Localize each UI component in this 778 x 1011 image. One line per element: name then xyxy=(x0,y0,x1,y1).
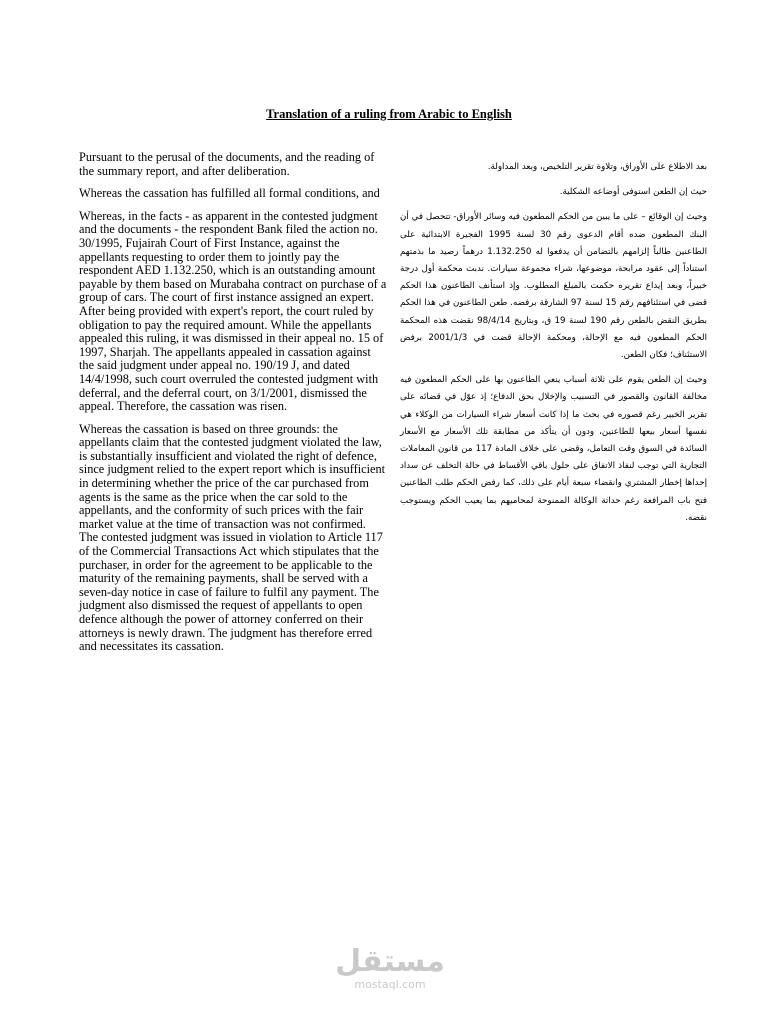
english-paragraph-3: Whereas, in the facts - as apparent in the contested judgment and the documents - the respondent Bank filed the action no. 30/1995, Fujairah Court of First Instance, against the appellants requesting to order them to jointly pay the respondent AED 1.132.250, which is an outstanding amount payable by them based on Murabaha contract on purchase of a group of cars. The court of first instance assigned an expert. After being provided with expert's report, the court ruled by obligation to pay the required amount. While the appellants appealed this ruling, it was dismissed in their appeal no. 15 of 1997, Sharjah. The appellants appealed in cassation against the said judgment under appeal no. 190/19 J, and dated 14/4/1998, such court overruled the contested judgment with deferral, and the deferral court, on 3/1/2001, dismissed the appeal. Therefore, the cassation was risen. xyxy=(79,208,387,414)
english-column xyxy=(79,151,387,663)
arabic-paragraph-3: وحيث إن الوقائع – على ما يبين من الحكم المطعون فيه وسائر الأوراق- تتحصل في أن البنك المطعون ضده أقام الدعوى رقم 30 لسنة 1995 الفجيرة الابتدائية على الطاعنين طالباً إلزامهم بالتضامن أن يدفعوا له 1.132.250 درهماً رصيد ما بذمتهم استناداً إلى عقود مرابحة، موضوعها، شراء مجموعة سيارات. ندبت محكمة أول درجة خبيراً، وبعد إيداع تقريره حكمت بالمبلغ المطلوب. وإذ استأنف الطاعنون هذا الحكم قضى في استئنافهم رقم 15 لسنة 97 الشارقة برفضه. طعن الطاعنون في هذا الحكم بطريق النقض بالطعن رقم 190 لسنة 19 ق، وبتاريخ 98/4/14 نقضت هذه المحكمة الحكم المطعون فيه مع الإحالة، ومحكمة الإحالة قضت في 2001/1/3 برفض الاستئناف؛ فكان الطعن. xyxy=(400,212,708,361)
english-paragraph-2: Whereas the cassation has fulfilled all formal conditions, and xyxy=(79,186,380,201)
english-paragraph-1: Pursuant to the perusal of the documents, and the reading of the summary report, and after deliberation. xyxy=(79,150,375,178)
arabic-paragraph-4: وحيث إن الطعن يقوم على ثلاثة أسباب ينعي الطاعنون بها على الحكم المطعون فيه مخالفة القانون والقصور في التسبيب والإخلال بحق الدفاع؛ إذ عوّل في قضائه على تقرير الخبير رغم قصوره في بحث ما إذا كانت أسعار شراء السيارات من الوكلاء هي نفسها أسعار بيعها للطاعنين، ودون أن يتأكد من مطابقة تلك الأسعار مع الأسعار السائدة في السوق وقت التعامل، وقضى على خلاف المادة 117 من قانون المعاملات التجارية التي توجب لنفاذ الاتفاق على حلول باقي الأقساط في حالة التخلف عن سداد إحداها إخطار المشتري وانقضاء سبعة أيام على ذلك، كما رفض الحكم طلب الطاعنين فتح باب المرافعة رغم حداثة الوكالة الممنوحة لمحاميهم بما يعيب الحكم ويستوجب نقضه. xyxy=(400,375,708,523)
watermark-logo-arabic: مستقل xyxy=(335,944,445,979)
arabic-paragraph-2: حيث إن الطعن استوفى أوضاعه الشكلية. xyxy=(559,187,707,198)
arabic-paragraph-1: بعد الاطلاع على الأوراق، وتلاوة تقرير التلخيص، وبعد المداولة. xyxy=(487,162,707,172)
english-paragraph-4: Whereas the cassation is based on three grounds: the appellants claim that the contested judgment violated the law, is substantially insufficient and violated the right of defence, since judgment relied to the expert report which is insufficient in determining whether the price of the car purchased from agents is the same as the price when the car sold to the appellants, and the conformity of such prices with the fair market value at the time of transaction was not confirmed. The contested judgment was issued in violation to Article 117 of the Commercial Transactions Act which stipulates that the purchaser, in order for the agreement to be applicable to the maturity of the remaining payments, shall be served with a seven-day notice in case of failure to fulfil any payment. The judgment also dismissed the request of appellants to open defence although the power of attorney conferred on their attorneys is newly drawn. The judgment has therefore erred and necessitates its cassation. xyxy=(79,421,386,654)
mostaql-watermark xyxy=(330,945,450,991)
document-title: Translation of a ruling from Arabic to English xyxy=(266,107,512,121)
arabic-column xyxy=(400,159,707,535)
watermark-logo-latin: mostaql.com xyxy=(354,978,426,991)
